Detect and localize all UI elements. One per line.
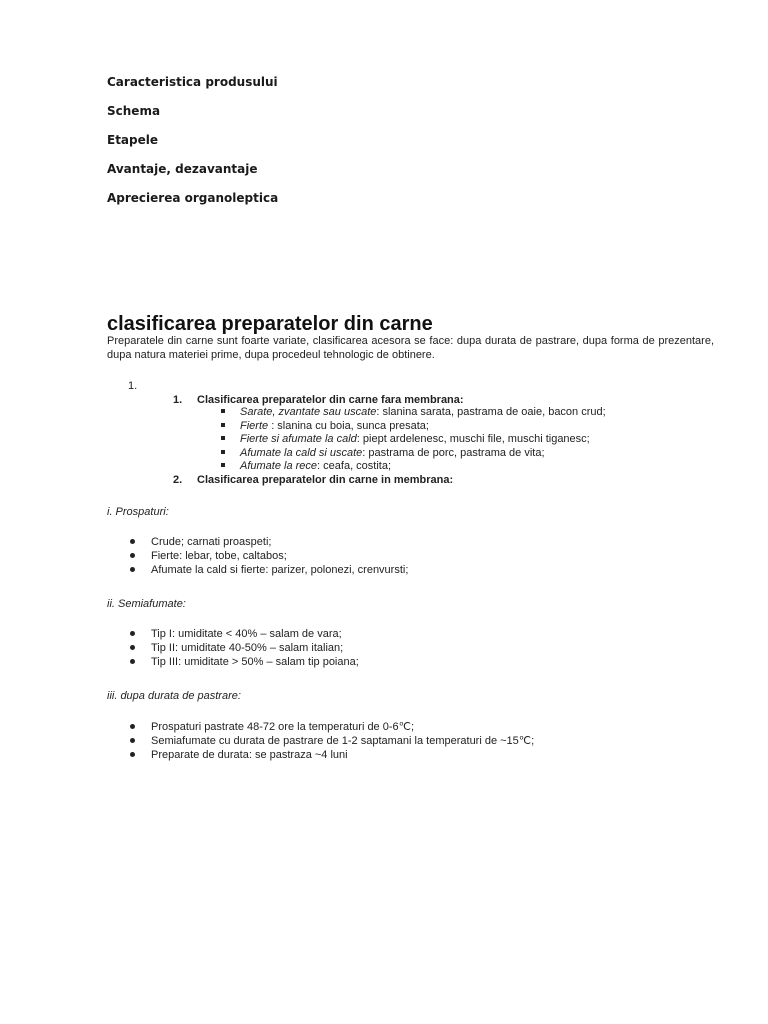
list-item: Semiafumate cu durata de pastrare de 1-2 saptamani la temperaturi de ~15℃; [130, 735, 534, 749]
list-item: Sarate, zvantate sau uscate: slanina sarata, pastrama de oaie, bacon crud; [221, 406, 606, 420]
bullet-icon [130, 567, 135, 572]
subsection-title: Clasificarea preparatelor din carne in membrana: [197, 474, 454, 486]
outline-item: Etapele [107, 133, 159, 147]
subsection-number: 1. [173, 394, 183, 406]
list-item: Fierte si afumate la cald: piept ardelenesc, muschi file, muschi tiganesc; [221, 433, 606, 447]
outline-list [107, 74, 278, 219]
subsection-title: Clasificarea preparatelor din carne fara membrana: [197, 394, 464, 406]
square-bullet-icon [221, 463, 225, 467]
fara-membrana-list [221, 406, 606, 474]
bullet-icon [130, 539, 135, 544]
semiafumate-list [130, 628, 359, 670]
bullet-icon [130, 752, 135, 757]
bullet-icon [130, 724, 135, 729]
list-item: Tip II: umiditate 40-50% – salam italian; [130, 642, 359, 656]
bullet-icon [130, 659, 135, 664]
bullet-icon [130, 553, 135, 558]
bullet-icon [130, 631, 135, 636]
square-bullet-icon [221, 423, 225, 427]
category-title-semiafumate: ii. Semiafumate: [107, 598, 186, 610]
square-bullet-icon [221, 450, 225, 454]
subsection-heading-2 [173, 474, 453, 488]
list-item: Fierte : slanina cu boia, sunca presata; [221, 420, 606, 434]
list-item: Preparate de durata: se pastraza ~4 luni [130, 749, 534, 763]
list-item: Afumate la rece: ceafa, costita; [221, 460, 606, 474]
bullet-icon [130, 645, 135, 650]
square-bullet-icon [221, 409, 225, 413]
subsection-number: 2. [173, 474, 183, 486]
outline-item: Avantaje, dezavantaje [107, 162, 258, 176]
intro-paragraph: Preparatele din carne sunt foarte variate, clasificarea acesora se face: dupa durata de pastrare, dupa forma de prezentare, dupa natura materiei prime, dupa procedeul tehnologic de obtinere. [107, 335, 714, 361]
list-item: Fierte: lebar, tobe, caltabos; [130, 550, 408, 564]
list-item: Prospaturi pastrate 48-72 ore la temperaturi de 0-6℃; [130, 721, 534, 735]
list-item: Tip I: umiditate < 40% – salam de vara; [130, 628, 359, 642]
durata-list [130, 721, 534, 763]
list-item: Afumate la cald si uscate: pastrama de porc, pastrama de vita; [221, 447, 606, 461]
list-item: Afumate la cald si fierte: parizer, polonezi, crenvursti; [130, 564, 408, 578]
category-title-prospaturi: i. Prospaturi: [107, 506, 169, 518]
outline-item: Aprecierea organoleptica [107, 191, 279, 205]
outline-item: Schema [107, 104, 161, 118]
bullet-icon [130, 738, 135, 743]
list-item: Crude; carnati proaspeti; [130, 536, 408, 550]
prospaturi-list [130, 536, 408, 578]
square-bullet-icon [221, 436, 225, 440]
list-item: Tip III: umiditate > 50% – salam tip poiana; [130, 656, 359, 670]
outline-item: Caracteristica produsului [107, 75, 278, 89]
section-heading: clasificarea preparatelor din carne [107, 313, 433, 335]
outer-list-number: 1. [128, 380, 138, 392]
category-title-durata: iii. dupa durata de pastrare: [107, 690, 241, 702]
